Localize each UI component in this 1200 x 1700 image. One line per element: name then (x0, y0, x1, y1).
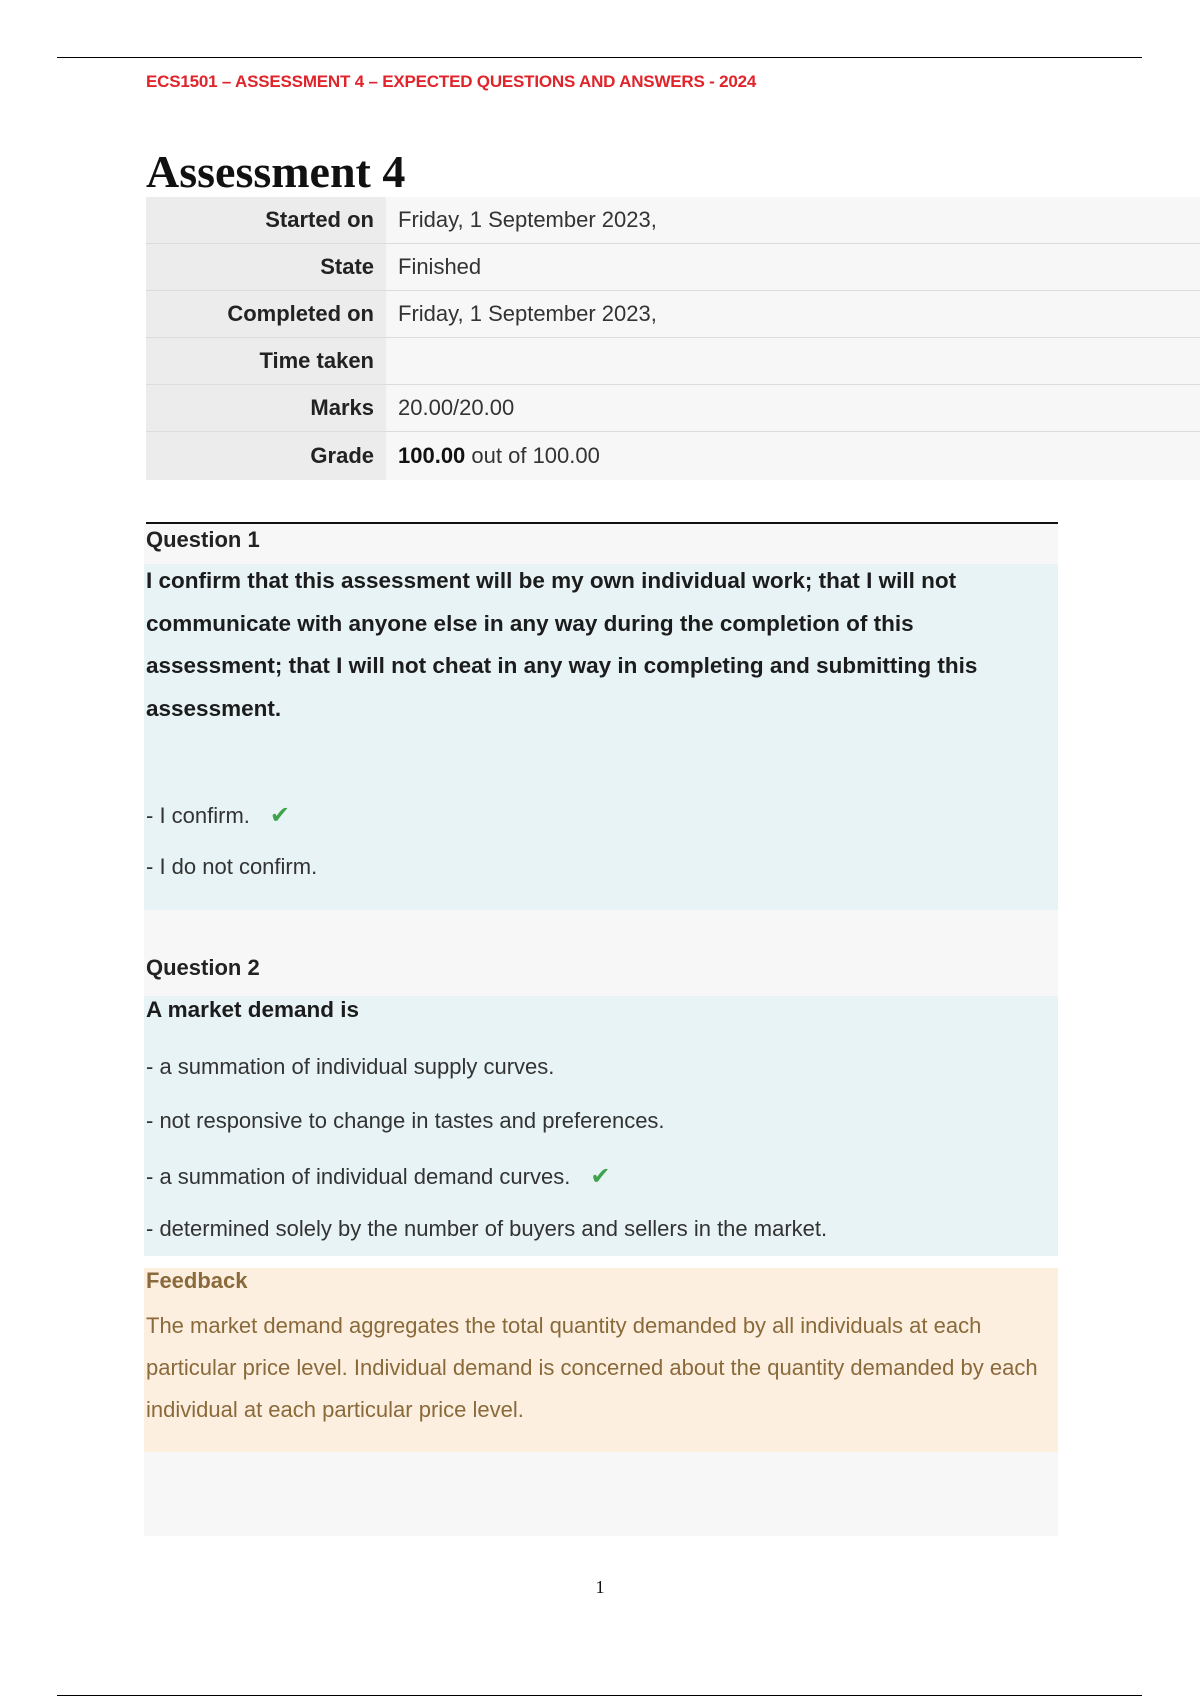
question-2-option-4[interactable] (146, 1216, 827, 1242)
question-2-heading: Question 2 (146, 955, 260, 980)
summary-label: Grade (146, 432, 386, 481)
page-title: Assessment 4 (146, 146, 406, 197)
summary-row (146, 197, 1200, 244)
grade-score: 100.00 (398, 443, 466, 468)
summary-label: State (146, 244, 386, 291)
question-2-option-1[interactable] (146, 1054, 554, 1080)
option-text: - I confirm. (146, 803, 250, 828)
feedback-title: Feedback (146, 1268, 248, 1293)
question-1-heading: Question 1 (146, 527, 260, 552)
question-1-text: I confirm that this assessment will be my own individual work; that I will not communicate with anyone else in any way during the completion of this assessment; that I will not cheat in any way in completing and submitting this assessment. (146, 568, 978, 721)
grade-out-of: out of 100.00 (465, 443, 600, 468)
question-1-header-bg (144, 524, 1058, 564)
option-text: - I do not confirm. (146, 854, 318, 879)
question-1-option-do-not-confirm[interactable] (146, 854, 317, 880)
option-text: - not responsive to change in tastes and preferences. (146, 1108, 665, 1133)
summary-row (146, 385, 1200, 432)
summary-value: 20.00/20.00 (386, 385, 1200, 432)
summary-row (146, 291, 1200, 338)
summary-label: Started on (146, 197, 386, 244)
bottom-rule (57, 1695, 1142, 1696)
question-2-header-bg (144, 910, 1058, 996)
feedback-text: The market demand aggregates the total quantity demanded by all individuals at each particular price level. Individual demand is concerned about the quantity demanded by each individual at each particular price level. (146, 1313, 1038, 1422)
question-2-option-3[interactable] (146, 1162, 610, 1190)
summary-row (146, 432, 1200, 481)
summary-row (146, 338, 1200, 385)
question-2-text: A market demand is (146, 997, 359, 1022)
page-number: 1 (595, 1577, 605, 1597)
document-header: ECS1501 – ASSESSMENT 4 – EXPECTED QUESTIONS AND ANSWERS - 2024 (146, 72, 757, 91)
summary-value: Friday, 1 September 2023, (386, 197, 1200, 244)
attempt-summary-table (146, 197, 1200, 480)
summary-value: Friday, 1 September 2023, (386, 291, 1200, 338)
top-rule (57, 57, 1142, 58)
option-text: - determined solely by the number of buyers and sellers in the market. (146, 1216, 828, 1241)
summary-label: Marks (146, 385, 386, 432)
summary-label: Time taken (146, 338, 386, 385)
question-2-option-2[interactable] (146, 1108, 665, 1134)
summary-row (146, 244, 1200, 291)
summary-value: Finished (386, 244, 1200, 291)
question-1-option-confirm[interactable] (146, 801, 290, 829)
summary-label: Completed on (146, 291, 386, 338)
check-icon: ✔ (269, 801, 291, 829)
question-3-placeholder (144, 1452, 1058, 1536)
check-icon: ✔ (590, 1162, 611, 1190)
summary-value (386, 432, 1200, 481)
option-text: - a summation of individual supply curves. (146, 1054, 555, 1079)
option-text: - a summation of individual demand curves. (146, 1164, 571, 1189)
summary-value (386, 338, 1200, 385)
